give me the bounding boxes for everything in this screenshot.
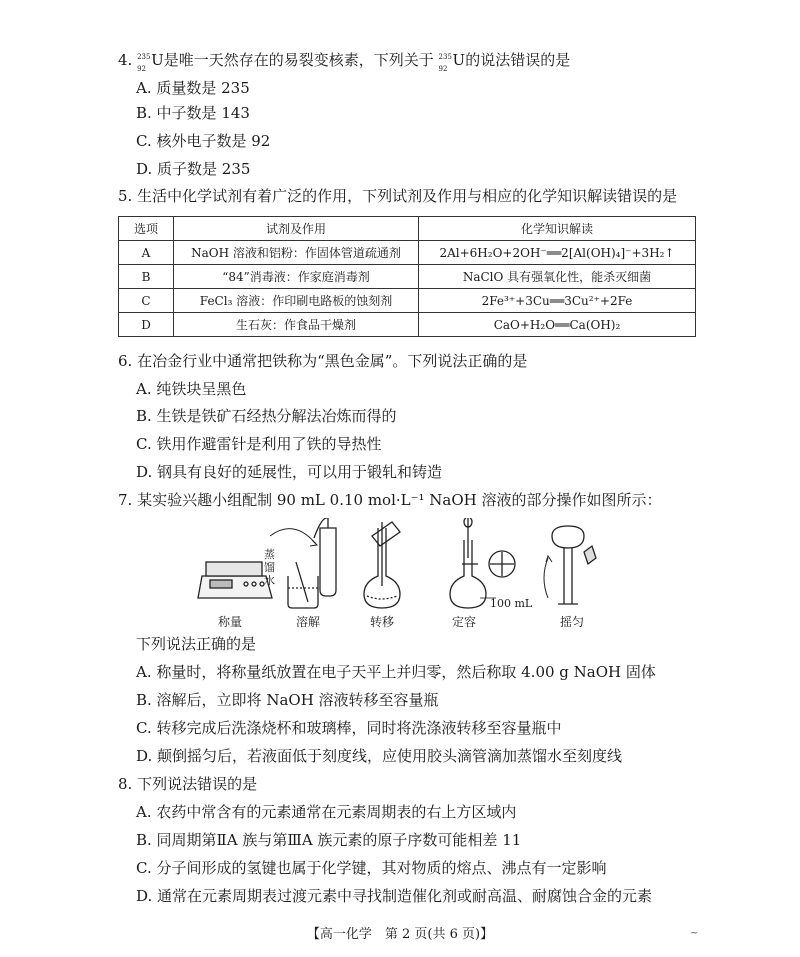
q8-stem: 8. 下列说法错误的是 bbox=[118, 775, 258, 793]
dissolving-beaker-icon bbox=[270, 518, 336, 608]
q7-option-a[interactable]: A. 称量时，将称量纸放置在电子天平上并归零，然后称取 4.00 g NaOH 固体 bbox=[136, 663, 656, 681]
row-knowledge: NaClO 具有强氧化性，能杀灭细菌 bbox=[419, 265, 696, 289]
figure-label-dissolve: 溶解 bbox=[296, 615, 321, 629]
q7-option-b[interactable]: B. 溶解后，立即将 NaOH 溶液转移至容量瓶 bbox=[136, 691, 439, 709]
row-option: B bbox=[119, 265, 174, 289]
q7-option-c[interactable]: C. 转移完成后洗涤烧杯和玻璃棒，同时将洗涤液转移至容量瓶中 bbox=[136, 719, 562, 737]
transfer-flask-icon bbox=[364, 522, 400, 608]
row-reagent: 生石灰：作食品干燥剂 bbox=[174, 313, 419, 337]
q6-stem: 6. 在冶金行业中通常把铁称为“黑色金属”。下列说法正确的是 bbox=[118, 352, 528, 370]
q4-stem-mid: 是唯一天然存在的易裂变核素，下列关于 bbox=[163, 51, 434, 69]
row-knowledge: CaO+H₂O══Ca(OH)₂ bbox=[419, 313, 696, 337]
shaking-flask-icon bbox=[544, 526, 596, 604]
lab-procedure-figure bbox=[196, 518, 616, 630]
q4-stem-end: 的说法错误的是 bbox=[465, 51, 571, 69]
q4-option-c[interactable]: C. 核外电子数是 92 bbox=[136, 132, 271, 150]
q6-option-a[interactable]: A. 纯铁块呈黑色 bbox=[136, 380, 247, 398]
nuclide-symbol-2 bbox=[438, 51, 453, 73]
row-reagent: NaOH 溶液和铝粉：作固体管道疏通剂 bbox=[174, 241, 419, 265]
q4-stem bbox=[118, 50, 571, 73]
table-header-row bbox=[119, 217, 696, 241]
q5-table bbox=[118, 216, 696, 337]
mass-number-2: 235 bbox=[438, 53, 452, 61]
mass-number: 235 bbox=[137, 53, 151, 61]
element-symbol-2: U bbox=[452, 51, 466, 69]
table-row bbox=[119, 241, 696, 265]
q8-option-c[interactable]: C. 分子间形成的氢键也属于化学键，其对物质的熔点、沸点有一定影响 bbox=[136, 859, 607, 877]
element-symbol: U bbox=[151, 51, 164, 69]
figure-label-weigh: 称量 bbox=[218, 615, 243, 629]
row-option: D bbox=[119, 313, 174, 337]
q4-option-a[interactable]: A. 质量数是 235 bbox=[136, 79, 250, 97]
page-footer: 【高一化学 第 2 页(共 6 页)】 bbox=[306, 927, 494, 942]
row-knowledge: 2Fe³⁺+3Cu══3Cu²⁺+2Fe bbox=[419, 289, 696, 313]
q5-stem: 5. 生活中化学试剂有着广泛的作用，下列试剂及作用与相应的化学知识解读错误的是 bbox=[118, 187, 678, 205]
row-reagent: FeCl₃ 溶液：作印刷电路板的蚀刻剂 bbox=[174, 289, 419, 313]
q6-option-d[interactable]: D. 钢具有良好的延展性，可以用于锻轧和铸造 bbox=[136, 463, 443, 481]
distilled-water-label: 蒸馏水 bbox=[264, 548, 275, 587]
atomic-number-2: 92 bbox=[438, 65, 448, 73]
row-knowledge: 2Al+6H₂O+2OH⁻══2[Al(OH)₄]⁻+3H₂↑ bbox=[419, 241, 696, 265]
q4-option-d[interactable]: D. 质子数是 235 bbox=[136, 160, 251, 178]
q8-option-a[interactable]: A. 农药中常含有的元素通常在元素周期表的右上方区域内 bbox=[136, 803, 517, 821]
figure-label-shake: 摇匀 bbox=[560, 615, 585, 629]
figure-label-constant-volume: 定容 bbox=[452, 615, 477, 629]
corner-mark: ~ bbox=[690, 928, 699, 939]
figure-label-transfer: 转移 bbox=[370, 615, 395, 629]
q7-option-d[interactable]: D. 颠倒摇匀后，若液面低于刻度线，应使用胶头滴管滴加蒸馏水至刻度线 bbox=[136, 747, 623, 765]
header-option: 选项 bbox=[119, 217, 174, 241]
table-row bbox=[119, 313, 696, 337]
q4-number: 4. bbox=[118, 51, 133, 69]
table-row bbox=[119, 265, 696, 289]
row-option: C bbox=[119, 289, 174, 313]
row-option: A bbox=[119, 241, 174, 265]
q8-option-b[interactable]: B. 同周期第ⅡA 族与第ⅢA 族元素的原子序数可能相差 11 bbox=[136, 831, 522, 849]
row-reagent: “84”消毒液：作家庭消毒剂 bbox=[174, 265, 419, 289]
table-row bbox=[119, 289, 696, 313]
q4-option-b[interactable]: B. 中子数是 143 bbox=[136, 104, 250, 122]
q7-stem: 7. 某实验兴趣小组配制 90 mL 0.10 mol·L⁻¹ NaOH 溶液的部分操作如图所示： bbox=[118, 491, 662, 509]
electronic-balance-icon bbox=[198, 562, 272, 598]
q6-option-c[interactable]: C. 铁用作避雷针是利用了铁的导热性 bbox=[136, 435, 382, 453]
nuclide-symbol bbox=[137, 51, 151, 73]
q6-option-b[interactable]: B. 生铁是铁矿石经热分解法冶炼而得的 bbox=[136, 407, 397, 425]
header-knowledge: 化学知识解读 bbox=[419, 217, 696, 241]
q8-option-d[interactable]: D. 通常在元素周期表过渡元素中寻找制造催化剂或耐高温、耐腐蚀合金的元素 bbox=[136, 887, 653, 905]
flask-volume-label: 100 mL bbox=[490, 597, 533, 610]
q7-prompt: 下列说法正确的是 bbox=[136, 635, 257, 653]
atomic-number: 92 bbox=[137, 65, 147, 73]
header-reagent: 试剂及作用 bbox=[174, 217, 419, 241]
